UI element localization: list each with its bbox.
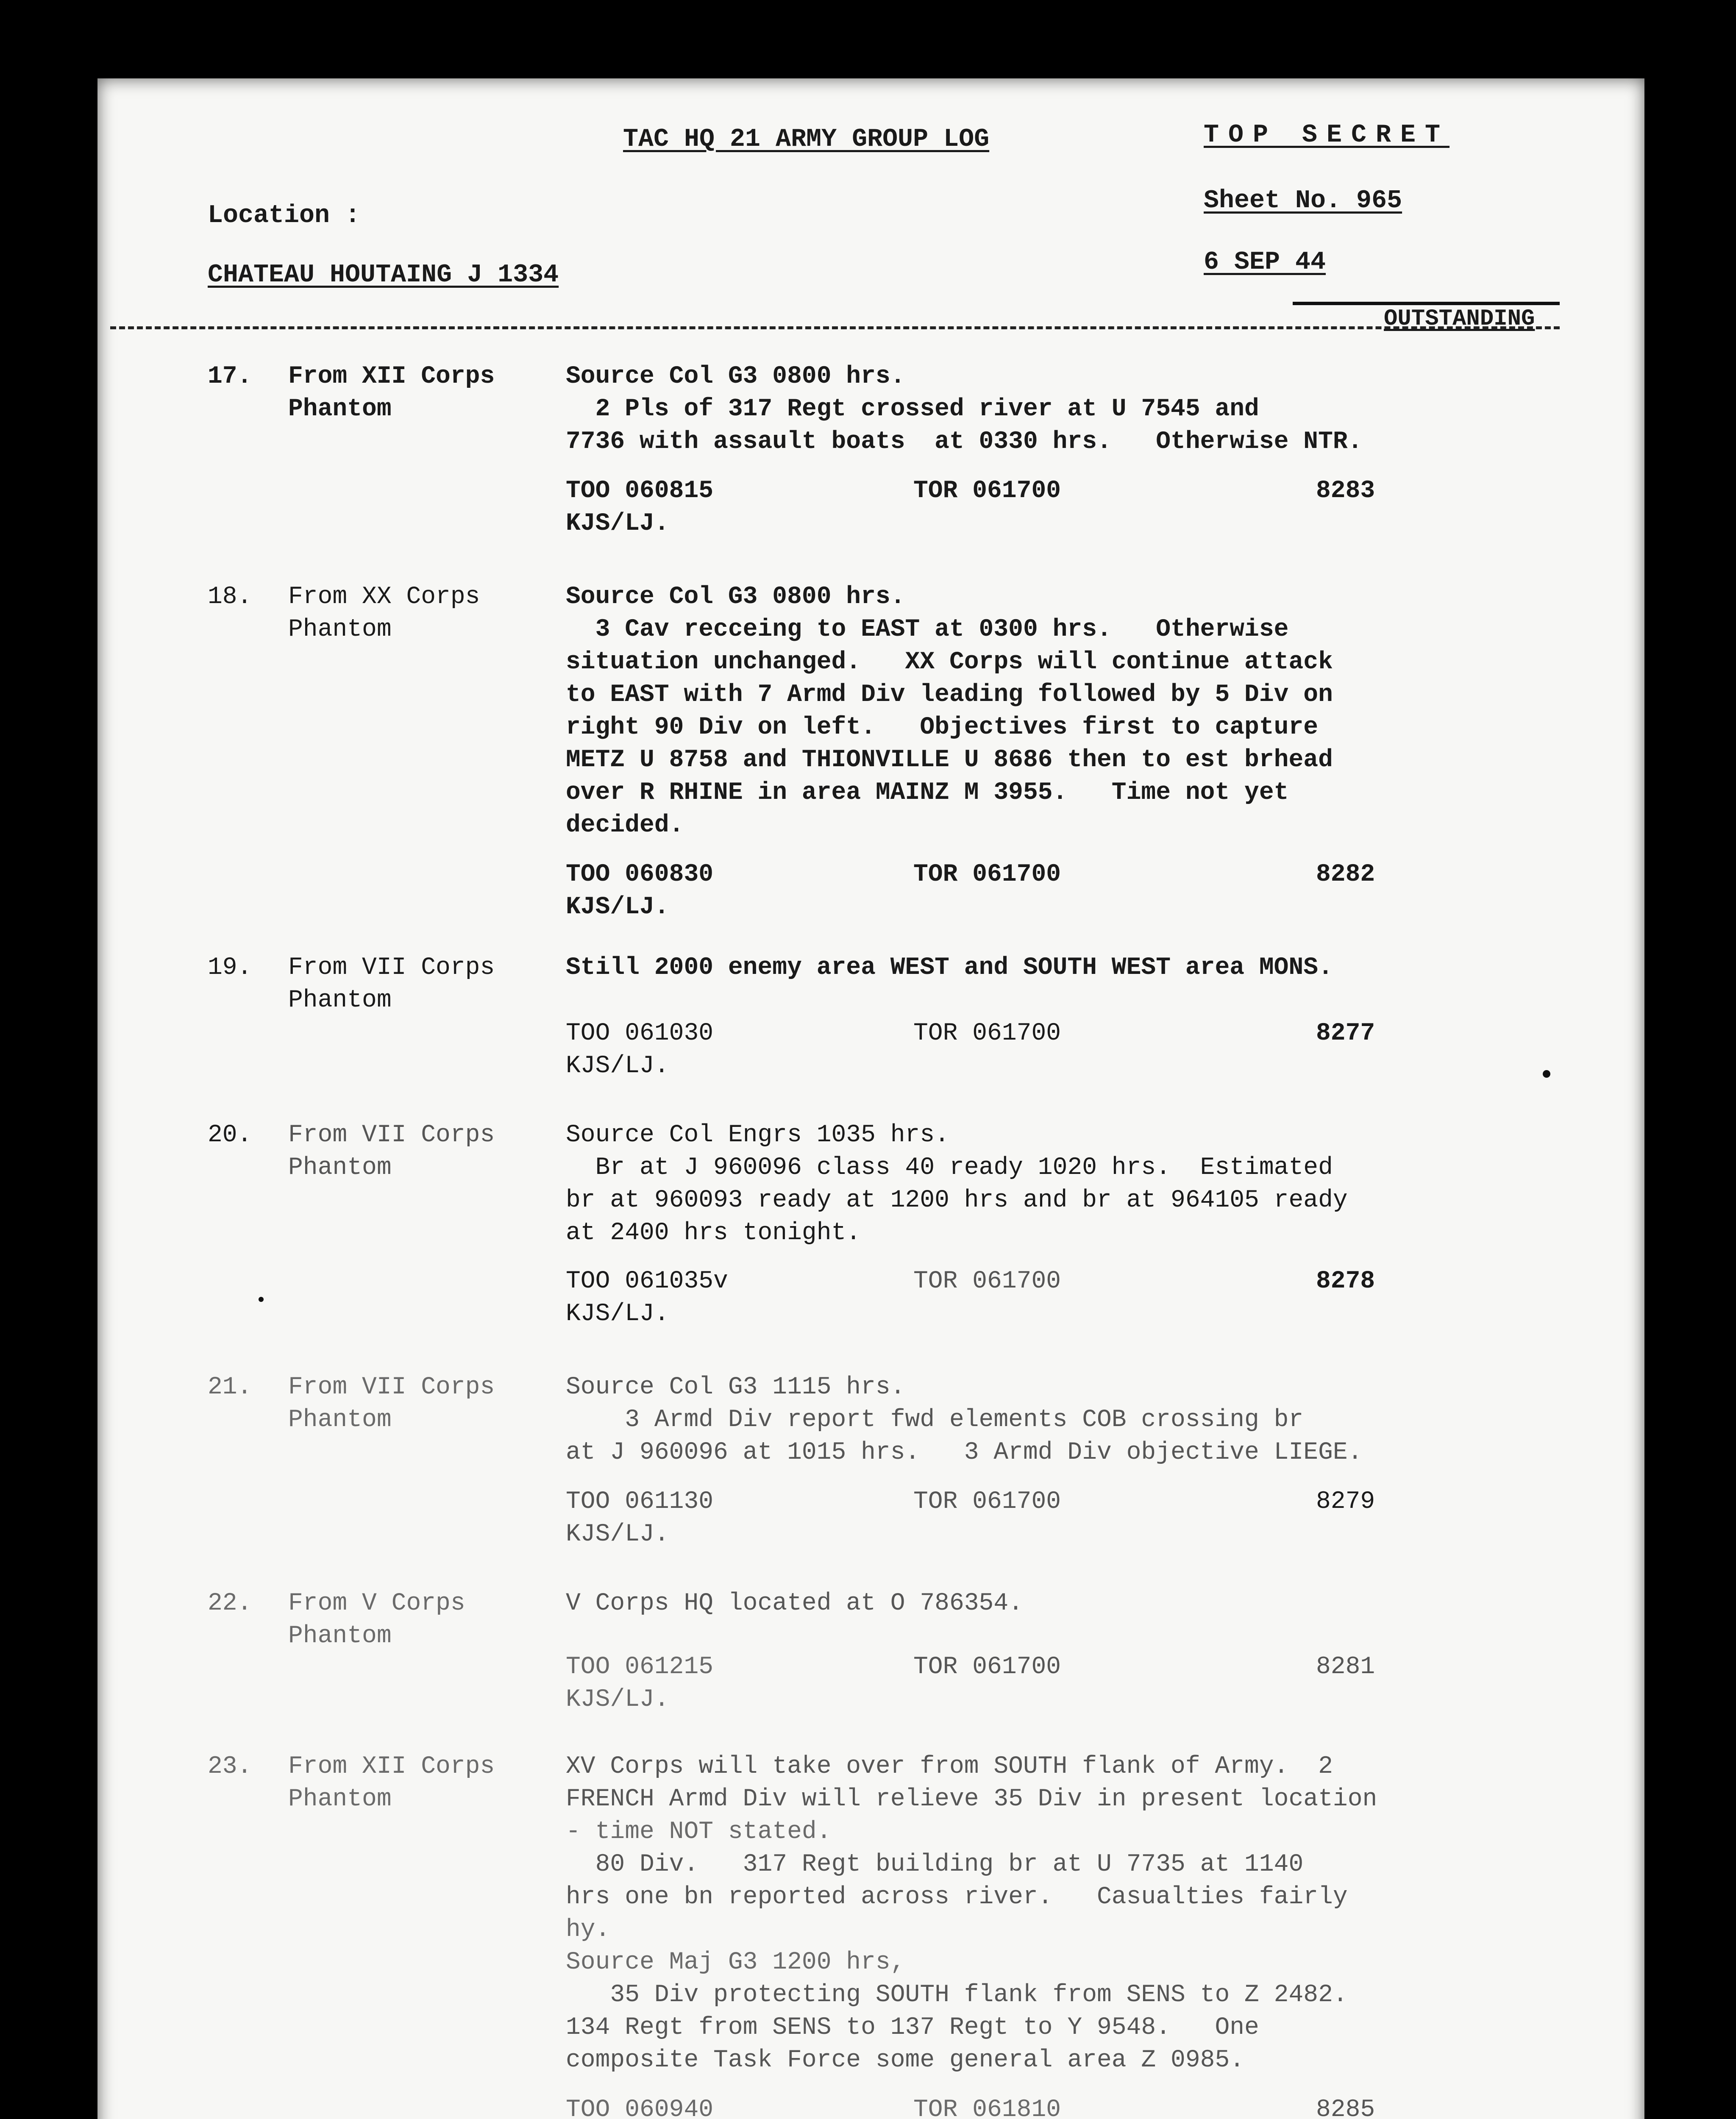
entry-meta — [566, 1265, 1634, 1333]
time-of-origin: TOO 060815 KJS/LJ. — [566, 477, 714, 537]
message-ref: 8282 — [1316, 861, 1375, 888]
entry-line: 3 Cav recceing to EAST at 0300 hrs. Otherwise — [566, 616, 1289, 643]
entry-line: Source Col G3 0800 hrs. — [566, 363, 905, 390]
time-of-receipt: TOR 061810 — [913, 2096, 1061, 2119]
entry-from: From XX Corps Phantom — [288, 583, 480, 643]
entry-line: Source Col G3 0800 hrs. — [566, 583, 905, 611]
time-of-origin: TOO 061215 KJS/LJ. — [566, 1653, 714, 1713]
time-of-receipt: TOR 061700 — [913, 1488, 1061, 1516]
entry-line: 2 Pls of 317 Regt crossed river at U 7545 and — [566, 395, 1259, 423]
entry-line: decided. — [566, 812, 684, 839]
entry-line: 3 Armd Div report fwd elements COB crossing br — [566, 1406, 1304, 1434]
message-ref: 8279 — [1316, 1488, 1375, 1516]
entry-meta — [566, 1651, 1634, 1719]
time-of-receipt: TOR 061700 — [913, 1653, 1061, 1681]
entry-from: From VII Corps Phantom — [288, 1121, 495, 1182]
entry-line: XV Corps will take over from SOUTH flank of Army. 2 — [566, 1753, 1333, 1780]
log-date: 6 SEP 44 — [1204, 248, 1326, 277]
classification-marking: TOP SECRET — [1204, 121, 1450, 150]
entry-line: 134 Regt from SENS to 137 Regt to Y 9548. One — [566, 2014, 1259, 2041]
sheet-number: Sheet No. 965 — [1204, 186, 1402, 215]
entry-meta — [566, 475, 1634, 542]
entry-line: Br at J 960096 class 40 ready 1020 hrs. Estimated — [566, 1154, 1333, 1182]
time-of-origin: TOO 061030 KJS/LJ. — [566, 1020, 714, 1080]
entry-line: Source Col G3 1115 hrs. — [566, 1374, 905, 1401]
entry-from: From V Corps Phantom — [288, 1590, 465, 1650]
entry-body — [566, 1750, 1634, 2077]
entry-line: Source Maj G3 1200 hrs, — [566, 1949, 905, 1976]
entry-meta — [566, 2094, 1634, 2119]
outstanding-label: OUTSTANDING — [1384, 306, 1535, 332]
entry-number: 18. — [208, 583, 252, 611]
entry-line: hy. — [566, 1916, 610, 1944]
entry-body — [566, 1587, 1634, 1620]
entry-line: Source Col Engrs 1035 hrs. — [566, 1121, 949, 1149]
entry-line: 7736 with assault boats at 0330 hrs. Otherwise NTR. — [566, 428, 1363, 456]
entry-line: V Corps HQ located at O 786354. — [566, 1590, 1023, 1617]
entry-number: 22. — [208, 1590, 252, 1617]
time-of-receipt: TOR 061700 — [913, 1268, 1061, 1295]
ink-speck — [259, 1297, 264, 1302]
time-of-origin: TOO 060830 KJS/LJ. — [566, 861, 714, 921]
entry-number: 21. — [208, 1374, 252, 1401]
time-of-origin: TOO 060940 — [566, 2096, 714, 2119]
message-ref: 8281 — [1316, 1653, 1375, 1681]
entry-line: to EAST with 7 Armd Div leading followed by 5 Div on — [566, 681, 1333, 709]
entry-from: From XII Corps Phantom — [288, 363, 495, 423]
entry-line: composite Task Force some general area Z 0985. — [566, 2047, 1245, 2074]
entry-number: 23. — [208, 1753, 252, 1780]
entry-line: br at 960093 ready at 1200 hrs and br at 964105 ready — [566, 1187, 1348, 1214]
location-value: CHATEAU HOUTAING J 1334 — [208, 261, 559, 289]
entry-meta — [566, 1017, 1634, 1085]
entry-line: Still 2000 enemy area WEST and SOUTH WEST area MONS. — [566, 954, 1333, 982]
entry-from: From XII Corps Phantom — [288, 1753, 495, 1813]
entry-body — [566, 360, 1634, 458]
time-of-receipt: TOR 061700 — [913, 1020, 1061, 1047]
entry-line: FRENCH Armd Div will relieve 35 Div in present location — [566, 1785, 1377, 1813]
ink-speck — [1543, 1070, 1550, 1078]
entry-number: 17. — [208, 363, 252, 390]
entry-line: over R RHINE in area MAINZ M 3955. Time not yet — [566, 779, 1289, 806]
header-rule — [1293, 302, 1560, 305]
entry-from: From VII Corps Phantom — [288, 1374, 495, 1434]
entry-line: at J 960096 at 1015 hrs. 3 Armd Div objective LIEGE. — [566, 1439, 1363, 1466]
entry-body — [566, 951, 1634, 984]
entry-line: at 2400 hrs tonight. — [566, 1219, 861, 1247]
log-title: TAC HQ 21 ARMY GROUP LOG — [623, 125, 990, 154]
entry-line: 80 Div. 317 Regt building br at U 7735 at 1140 — [566, 1851, 1304, 1878]
entry-line: METZ U 8758 and THIONVILLE U 8686 then to est brhead — [566, 746, 1333, 774]
time-of-receipt: TOR 061700 — [913, 861, 1061, 888]
entry-number: 20. — [208, 1121, 252, 1149]
time-of-origin: TOO 061035v KJS/LJ. — [566, 1268, 728, 1328]
time-of-origin: TOO 061130 KJS/LJ. — [566, 1488, 714, 1548]
entry-body — [566, 1119, 1634, 1249]
message-ref: 8278 — [1316, 1268, 1375, 1295]
message-ref: 8285 — [1316, 2096, 1375, 2119]
entry-from: From VII Corps Phantom — [288, 954, 495, 1014]
entry-line: - time NOT stated. — [566, 1818, 832, 1846]
entry-meta — [566, 1485, 1634, 1553]
entry-body — [566, 1371, 1634, 1469]
entry-meta — [566, 858, 1634, 926]
time-of-receipt: TOR 061700 — [913, 477, 1061, 505]
entry-line: right 90 Div on left. Objectives first to capture — [566, 714, 1319, 741]
entry-line: hrs one bn reported across river. Casualties fairly — [566, 1883, 1348, 1911]
entry-number: 19. — [208, 954, 252, 982]
entry-line: situation unchanged. XX Corps will continue attack — [566, 648, 1333, 676]
message-ref: 8277 — [1316, 1020, 1375, 1047]
header-divider — [110, 326, 1560, 329]
entry-body — [566, 581, 1634, 842]
entry-line: 35 Div protecting SOUTH flank from SENS to Z 2482. — [566, 1981, 1348, 2009]
location-label: Location : — [208, 201, 361, 230]
message-ref: 8283 — [1316, 477, 1375, 505]
